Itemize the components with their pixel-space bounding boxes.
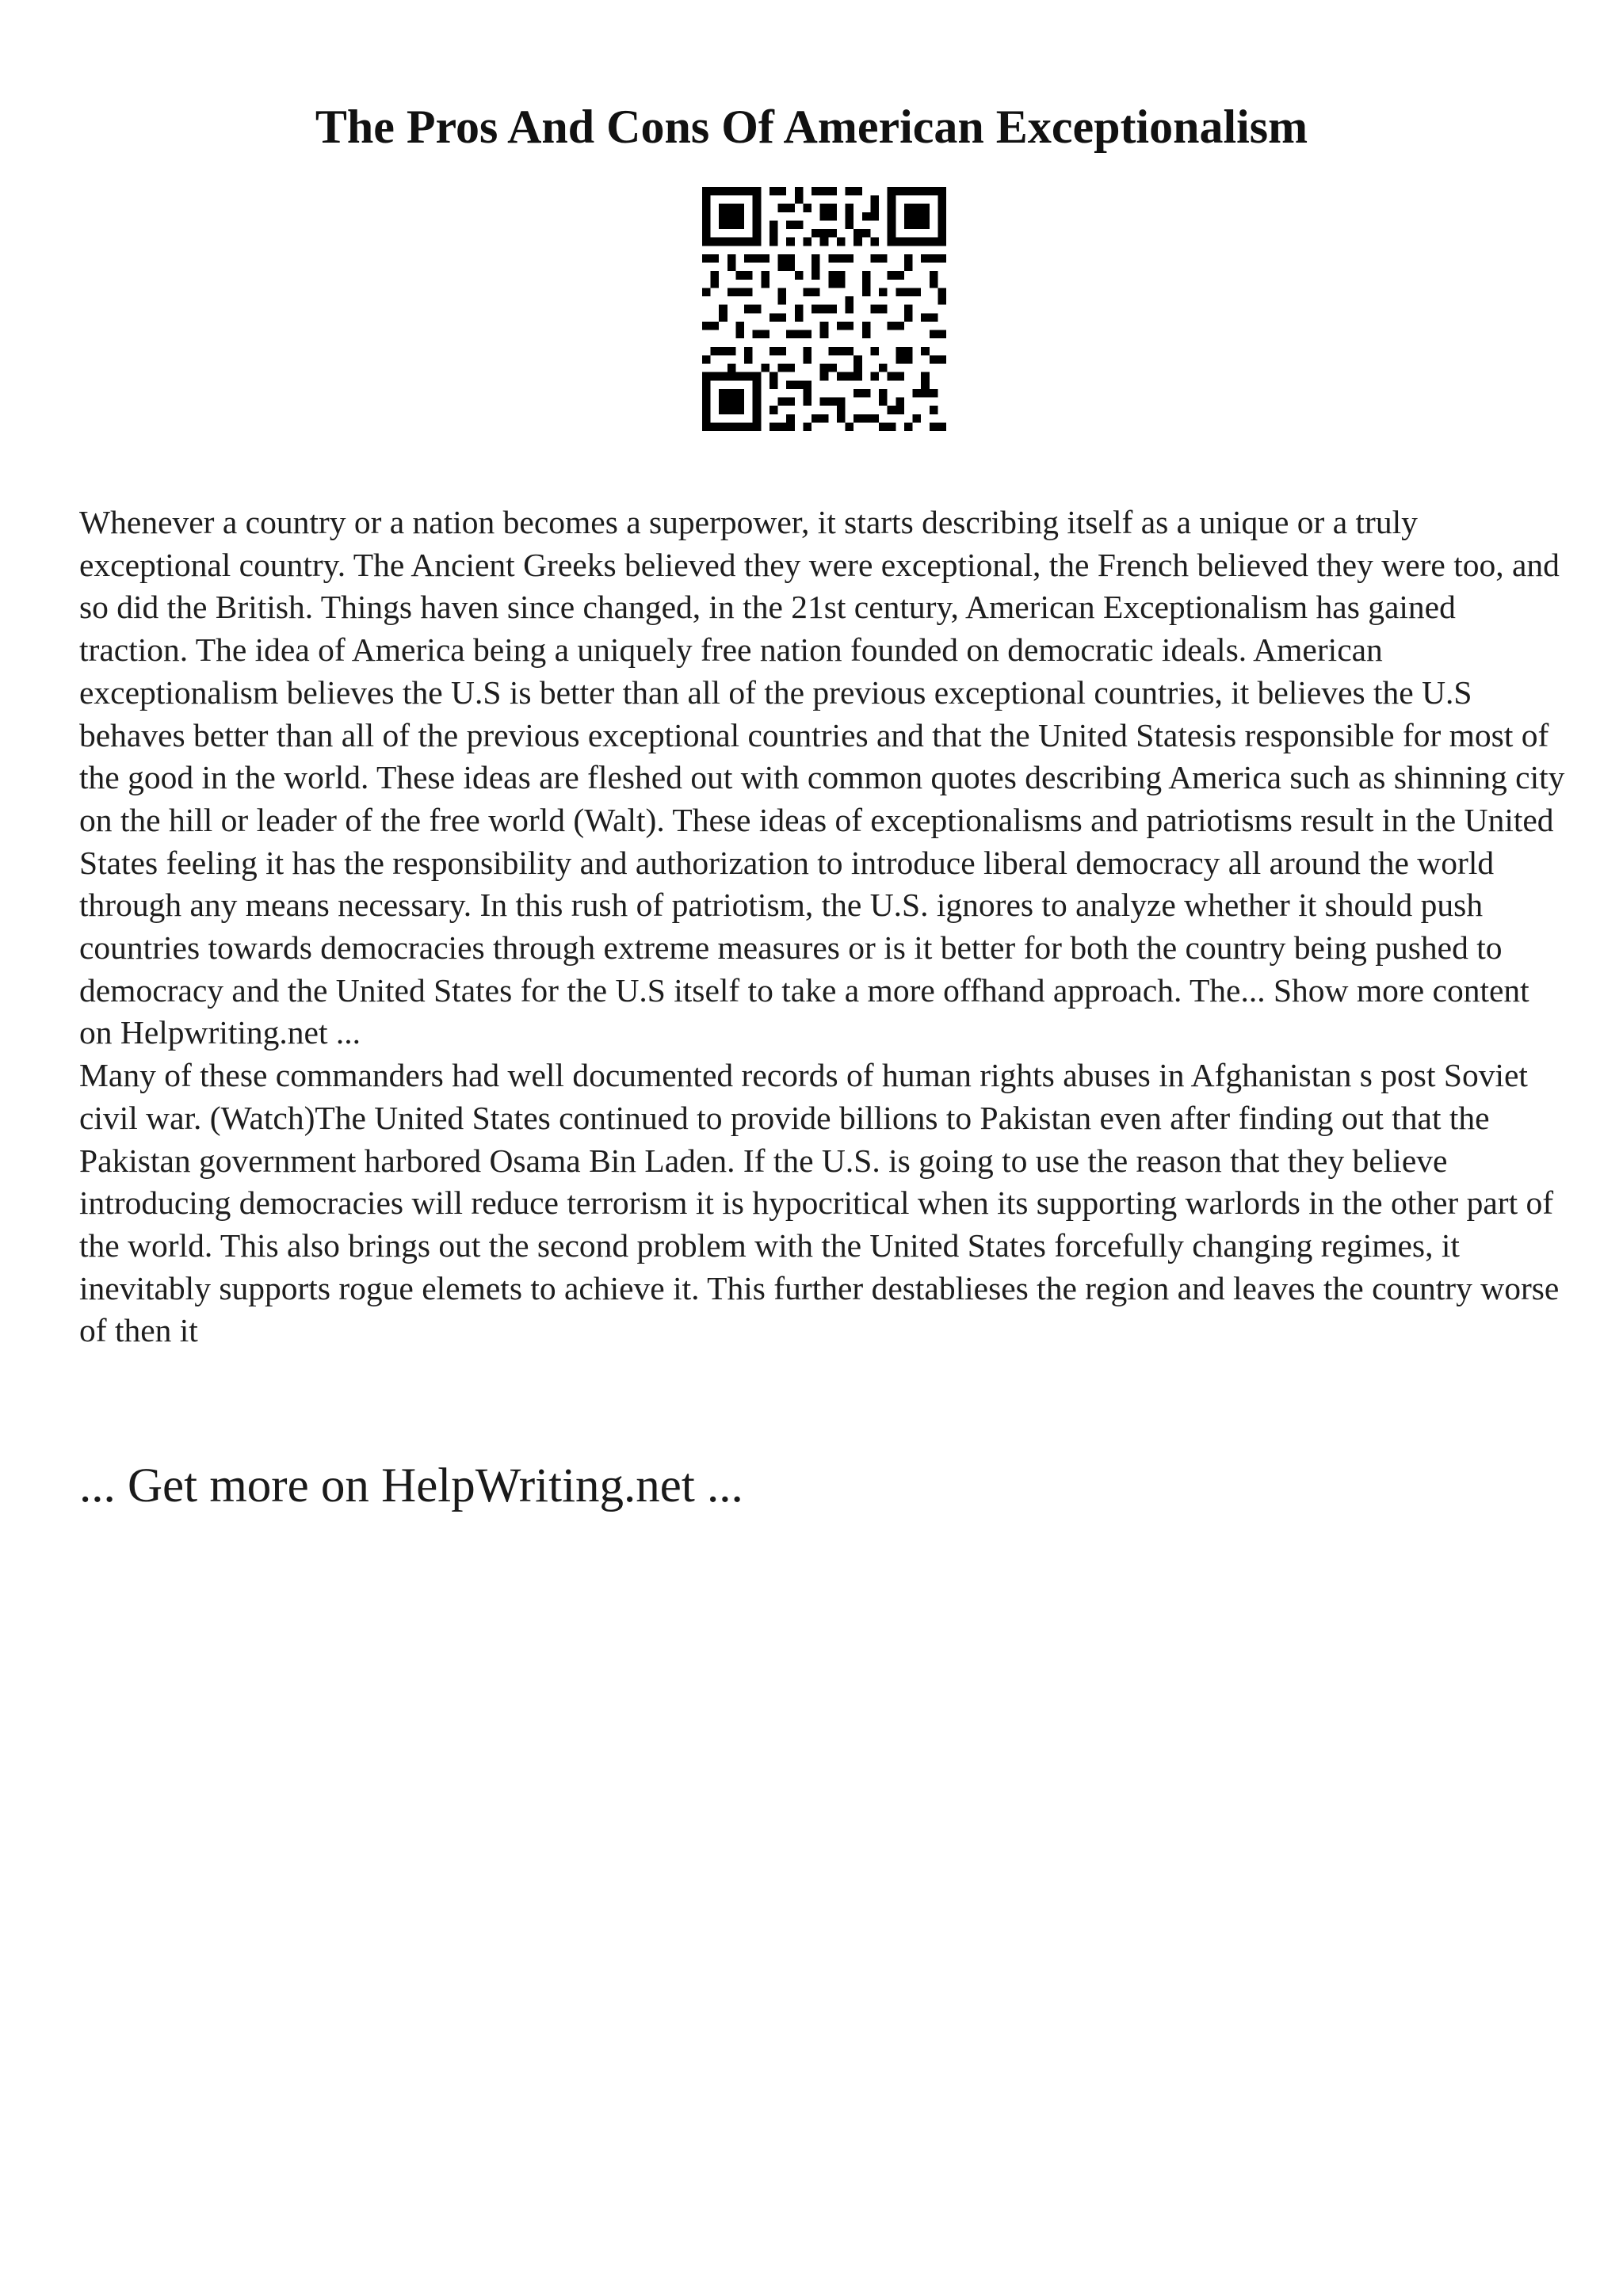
qr-code-icon bbox=[702, 187, 946, 431]
article-paragraph: Whenever a country or a nation becomes a superpower, it starts describing itself as a unique or a truly exceptional country. The Ancient Greeks believed they were exceptional, the French believed they were too, and so did the British. Things haven since changed, in the 21st century, American Exceptionalism has gained traction. The idea of America being a uniquely free nation founded on democratic ideals. American exceptionalism believes the U.S is better than all of the previous exceptional countries, it believes the U.S behaves better than all of the previous exceptional countries and that the United Statesis responsible for most of the good in the world. These ideas are fleshed out with common quotes describing America such as shinning city on the hill or leader of the free world (Walt). These ideas of exceptionalisms and patriotisms result in the United States feeling it has the responsibility and authorization to introduce liberal democracy all around the world through any means necessary. In this rush of patriotism, the U.S. ignores to analyze whether it should push countries towards democracies through extreme measures or is it better for both the country being pushed to democracy and the United States for the U.S itself to take a more offhand approach. The... Show more content on Helpwriting.net ... bbox=[79, 504, 1565, 1051]
article-paragraph: Many of these commanders had well documented records of human rights abuses in Afghanistan s post Soviet civil war. (Watch)The United States continued to provide billions to Pakistan even after finding out that the Pakistan government harbored Osama Bin Laden. If the U.S. is going to use the reason that they believe introducing democracies will reduce terrorism it is hypocritical when its supporting warlords in the other part of the world. This also brings out the second problem with the United States forcefully changing regimes, it inevitably supports rogue elemets to achieve it. This further destablieses the region and leaves the country worse of then it bbox=[79, 1057, 1560, 1349]
page-title: The Pros And Cons Of American Exceptionalism bbox=[315, 101, 1308, 153]
get-more-link[interactable]: ... Get more on HelpWriting.net ... bbox=[79, 1459, 743, 1512]
article-body bbox=[79, 502, 1565, 1352]
